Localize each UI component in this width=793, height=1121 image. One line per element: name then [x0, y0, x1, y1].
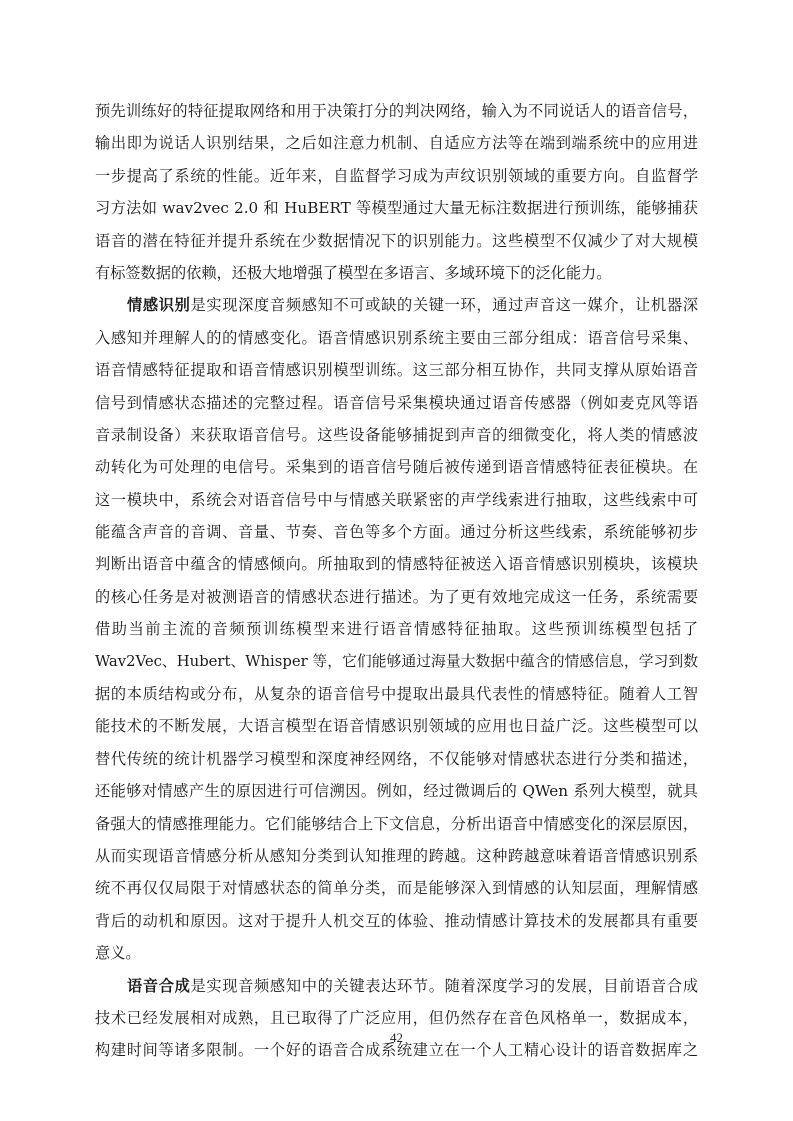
text-line: 音录制设备）来获取语音信号。这些设备能够捕捉到声音的细微变化，将人类的情感波 — [95, 425, 698, 444]
text-line: 这一模块中，系统会对语音信号中与情感关联紧密的声学线索进行抽取，这些线索中可 — [95, 490, 698, 509]
text-line: 动转化为可处理的电信号。采集到的语音信号随后被传递到语音情感特征表征模块。在 — [95, 458, 698, 477]
text-line: 习方法如 wav2vec 2.0 和 HuBERT 等模型通过大量无标注数据进行预训练，能够捕获 — [95, 199, 698, 218]
text-line: 意义。 — [95, 944, 141, 963]
text-line: Wav2Vec、Hubert、Whisper 等，它们能够通过海量大数据中蕴含的情感信息，学习到数 — [95, 652, 698, 670]
text-line: 能技术的不断发展，大语言模型在语音情感识别领域的应用也日益广泛。这些模型可以 — [95, 717, 698, 736]
text-line: 语音情感特征提取和语音情感识别模型训练。这三部分相互协作，共同支撑从原始语音 — [95, 361, 698, 380]
text-line: 借助当前主流的音频预训练模型来进行语音情感特征抽取。这些预训练模型包括了 — [95, 620, 698, 639]
text-fragment: 是实现深度音频感知不可或缺的关键一环，通过声音这一媒介，让机器深 — [190, 296, 698, 315]
text-line: 据的本质结构或分布，从复杂的语音信号中提取出最具代表性的情感特征。随着人工智 — [95, 685, 698, 704]
text-line — [95, 970, 698, 1002]
text-line: 入感知并理解人的的情感变化。语音情感识别系统主要由三部分组成：语音信号采集、 — [95, 328, 698, 347]
text-line: 替代传统的统计机器学习模型和深度神经网络，不仅能够对情感状态进行分类和描述， — [95, 749, 698, 768]
text-line: 输出即为说话人识别结果，之后如注意力机制、自适应方法等在端到端系统中的应用进 — [95, 134, 698, 153]
text-line: 判断出语音中蕴含的情感倾向。所抽取到的情感特征被送入语音情感识别模块，该模块 — [95, 555, 698, 574]
text-line: 还能够对情感产生的原因进行可信溯因。例如，经过微调后的 QWen 系列大模型，就具 — [95, 782, 698, 801]
text-line: 的核心任务是对被测语音的情感状态进行描述。为了更有效地完成这一任务，系统需要 — [95, 587, 698, 606]
page-number: 42 — [390, 1030, 403, 1045]
term-emotion-recognition: 情感识别 — [127, 296, 191, 315]
text-line: 预先训练好的特征提取网络和用于决策打分的判决网络，输入为不同说话人的语音信号， — [95, 102, 698, 120]
text-line: 从而实现语音情感分析从感知分类到认知推理的跨越。这种跨越意味着语音情感识别系 — [95, 846, 698, 865]
text-fragment: 是实现音频感知中的关键表达环节。随着深度学习的发展，目前语音合成 — [190, 976, 698, 995]
text-line: 语音的潜在特征并提升系统在少数据情况下的识别能力。这些模型不仅减少了对大规模 — [95, 231, 698, 250]
term-speech-synthesis: 语音合成 — [127, 976, 191, 995]
text-line: 备强大的情感推理能力。它们能够结合上下文信息，分析出语音中情感变化的深层原因， — [95, 814, 698, 833]
text-line: 统不再仅仅局限于对情感状态的简单分类，而是能够深入到情感的认知层面，理解情感 — [95, 879, 698, 898]
paragraph-speech-synthesis — [95, 970, 698, 1067]
paragraph-emotion-recognition — [95, 289, 698, 969]
text-line: 能蕴含声音的音调、音量、节奏、音色等多个方面。通过分析这些线索，系统能够初步 — [95, 523, 698, 542]
text-line: 有标签数据的依赖，还极大地增强了模型在多语言、多域环境下的泛化能力。 — [95, 263, 612, 282]
paragraph-speaker-recognition — [95, 95, 698, 289]
text-line: 信号到情感状态描述的完整过程。语音信号采集模块通过语音传感器（例如麦克风等语 — [95, 393, 698, 412]
text-line — [95, 289, 698, 321]
text-line: 构建时间等诸多限制。一个好的语音合成系统建立在一个人工精心设计的语音数据库之 — [95, 1041, 698, 1060]
body-text — [95, 95, 698, 1067]
text-line: 技术已经发展相对成熟，且已取得了广泛应用，但仍然存在音色风格单一，数据成本， — [95, 1008, 698, 1027]
text-line: 一步提高了系统的性能。近年来，自监督学习成为声纹识别领域的重要方向。自监督学 — [95, 166, 698, 185]
text-line: 背后的动机和原因。这对于提升人机交互的体验、推动情感计算技术的发展都具有重要 — [95, 911, 698, 930]
